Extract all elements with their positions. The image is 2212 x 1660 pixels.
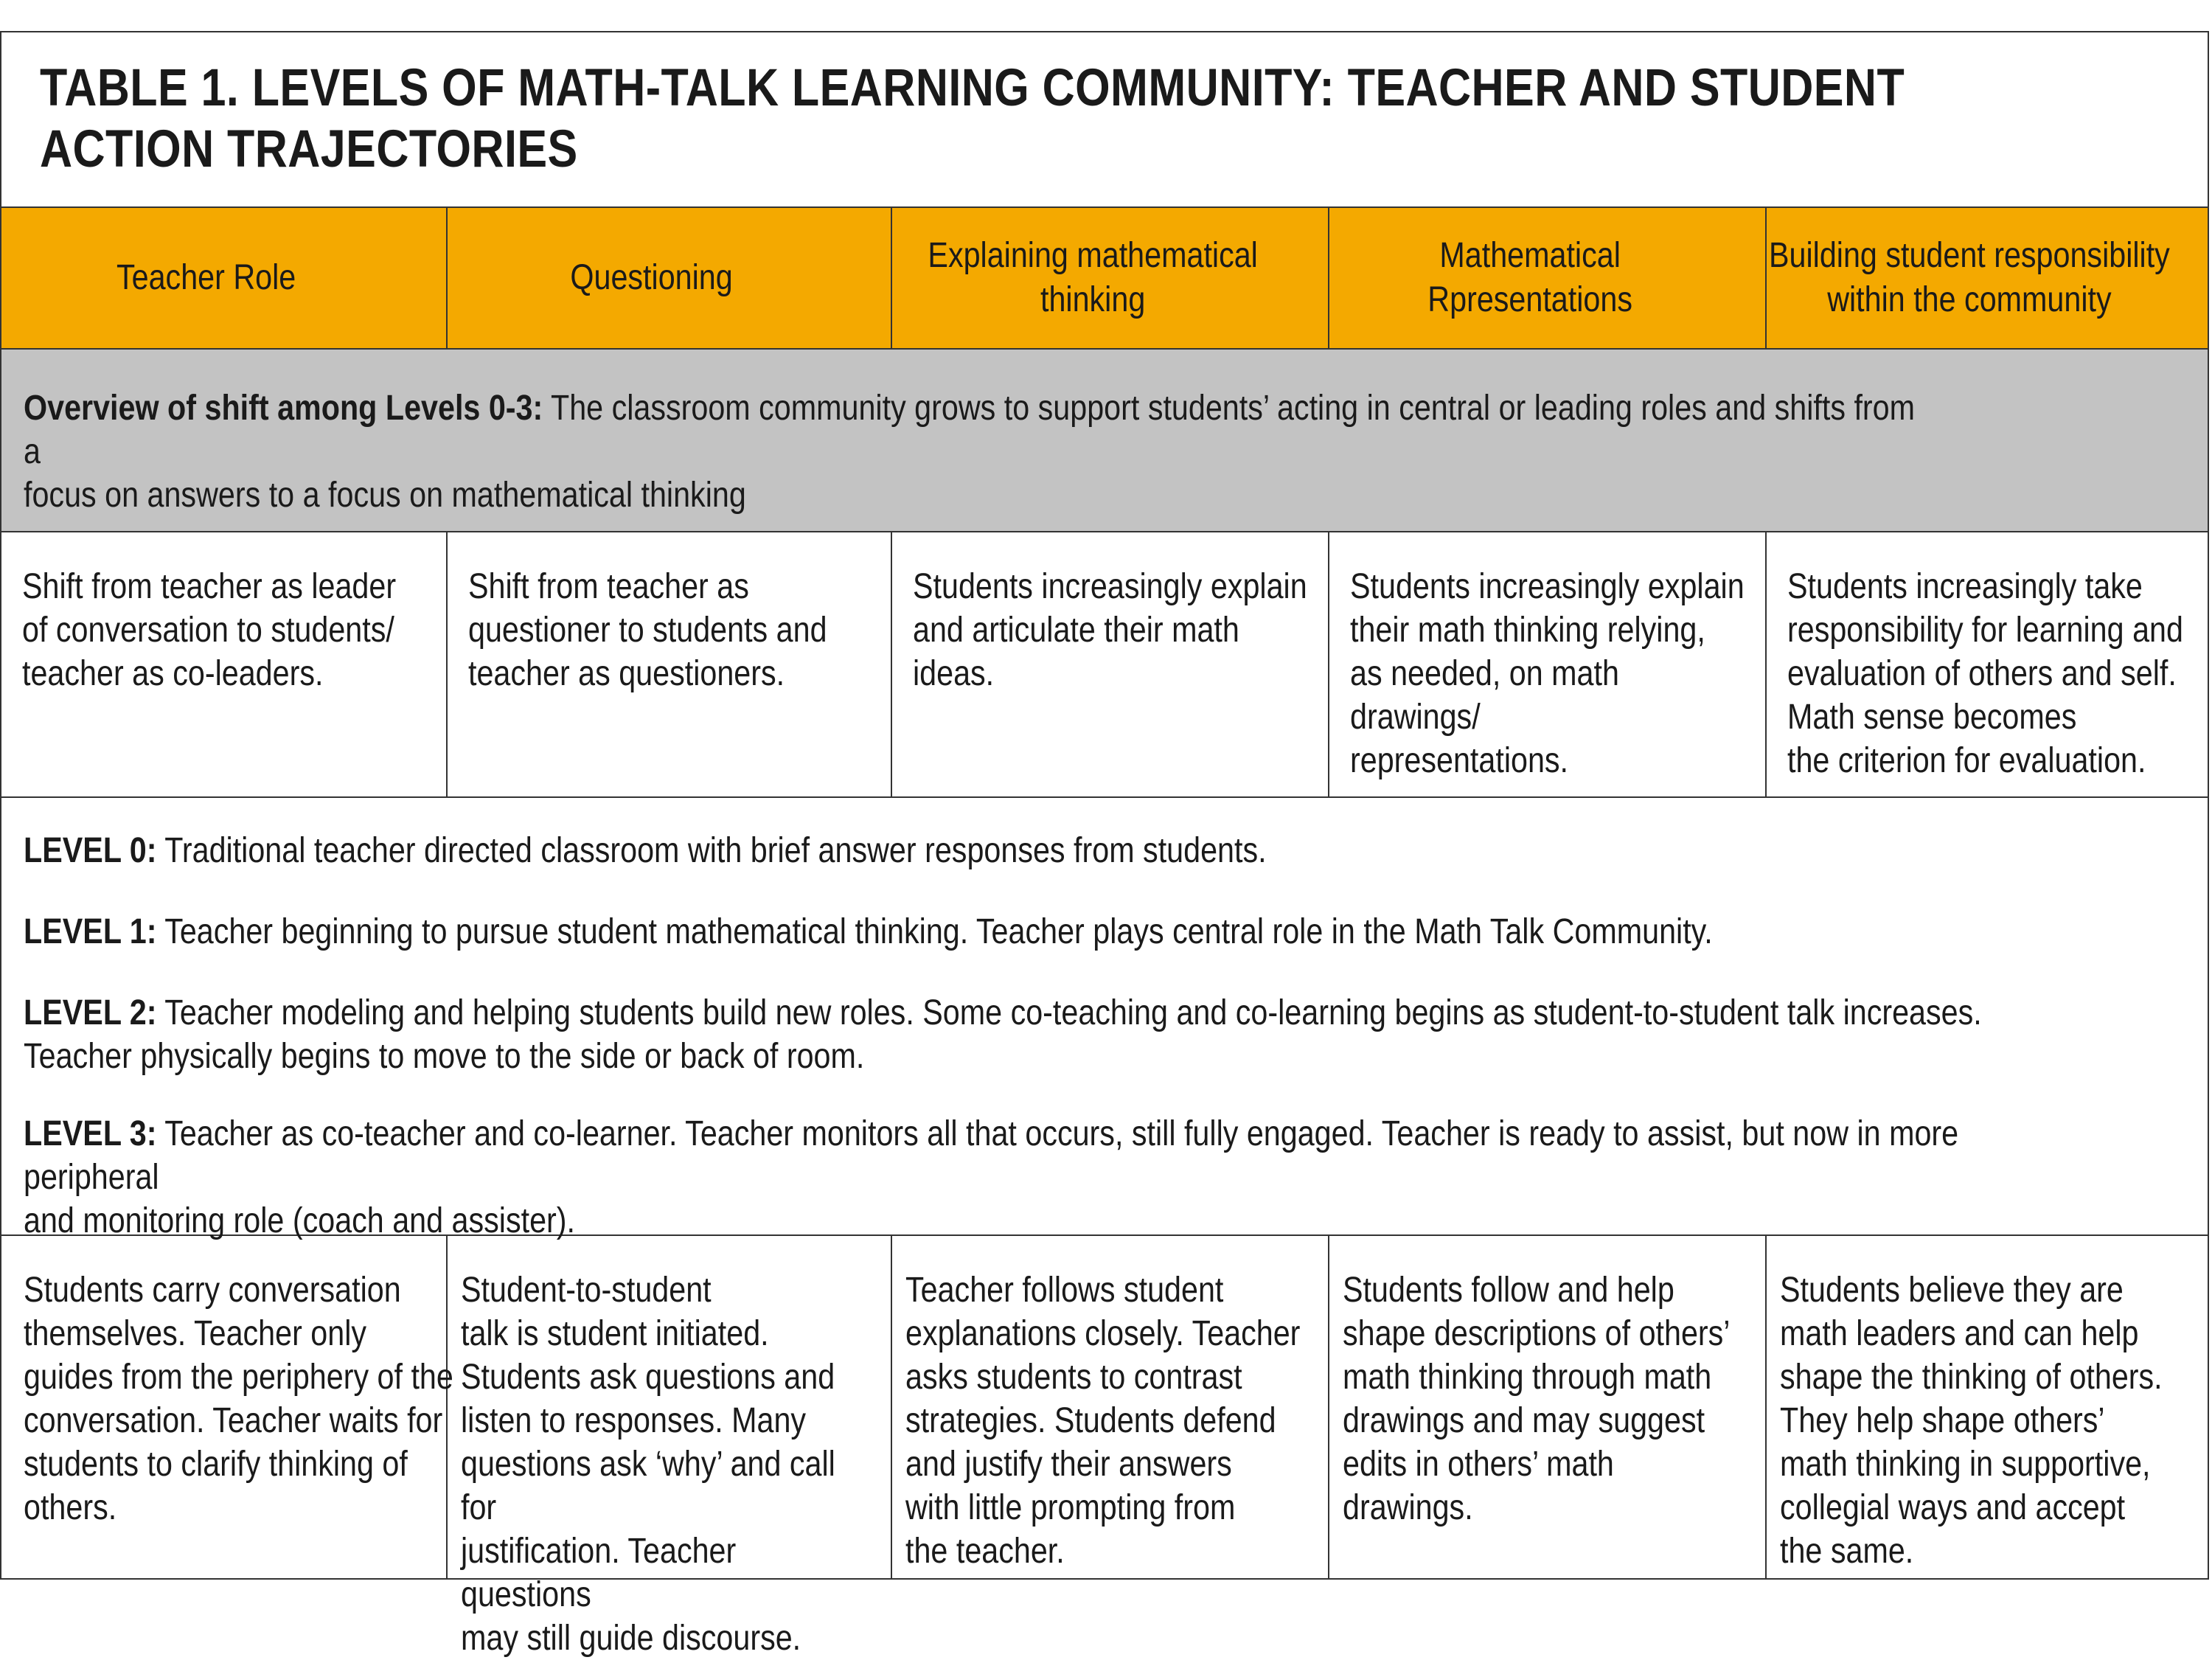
table-cell bbox=[1, 532, 448, 796]
level0-row bbox=[1, 532, 2208, 798]
level-label: LEVEL 1: bbox=[24, 912, 157, 951]
cell-text: Students increasingly explain and articulate their math ideas. bbox=[913, 567, 1307, 694]
header-label: Building student responsibility within the community bbox=[1769, 236, 2171, 319]
title-area bbox=[1, 32, 2208, 208]
overview-body: The classroom community grows to support students’ acting in central or leading roles and shifts from a focus on answers to a focus on mathematical thinking bbox=[24, 389, 1916, 515]
level-description: Traditional teacher directed classroom with brief answer responses from students. bbox=[156, 831, 1267, 870]
table-cell bbox=[448, 1236, 892, 1659]
level-1-text bbox=[24, 910, 1989, 954]
cell-text: Students carry conversation themselves. Teacher only guides from the periphery of the conversation. Teacher waits for students to clarify thinking of others. bbox=[24, 1271, 453, 1528]
level-label: LEVEL 2: bbox=[24, 993, 157, 1032]
overview-text bbox=[24, 386, 1926, 517]
table-cell bbox=[1329, 532, 1767, 796]
table-cell bbox=[1767, 1236, 2208, 1580]
cell-text: Shift from teacher as questioner to students and teacher as questioners. bbox=[468, 567, 827, 694]
level-3-text bbox=[24, 1112, 1989, 1243]
header-row bbox=[1, 208, 2208, 350]
header-label: Questioning bbox=[570, 258, 733, 297]
header-responsibility bbox=[1767, 208, 2208, 348]
cell-text: Teacher follows student explanations closely. Teacher asks students to contrast strategies. Students defend and justify their answers with little prompting from the teacher. bbox=[905, 1271, 1301, 1572]
level-label: LEVEL 0: bbox=[24, 831, 157, 870]
table-title: TABLE 1. LEVELS OF MATH-TALK LEARNING COMMUNITY: TEACHER AND STUDENT ACTION TRAJECTORIES bbox=[40, 59, 1905, 179]
overview-row bbox=[1, 350, 2208, 532]
header-representations bbox=[1329, 208, 1767, 348]
level-label: LEVEL 3: bbox=[24, 1114, 157, 1153]
cell-text: Shift from teacher as leader of conversation to students/ teacher as co-leaders. bbox=[22, 567, 397, 694]
table-cell bbox=[892, 532, 1329, 796]
header-label: Explaining mathematical thinking bbox=[928, 236, 1258, 319]
table-cell bbox=[892, 1236, 1329, 1580]
level-0-text bbox=[24, 829, 1989, 872]
level3-row bbox=[1, 1236, 2208, 1659]
table-frame bbox=[0, 31, 2209, 1659]
table-cell bbox=[1329, 1236, 1767, 1580]
table-cell bbox=[1, 1236, 453, 1580]
header-label: Mathematical Rpresentations bbox=[1427, 236, 1632, 319]
cell-text: Student-to-student talk is student initiated. Students ask questions and listen to responses. Many questions ask ‘why’ and call for justification. Teacher questions may still guide discourse. bbox=[461, 1271, 835, 1659]
table-cell bbox=[448, 532, 892, 796]
header-questioning bbox=[448, 208, 892, 348]
header-explaining bbox=[892, 208, 1329, 348]
cell-text: Students increasingly take responsibility for learning and evaluation of others and self. Math sense becomes the criterion for evaluation. bbox=[1787, 567, 2183, 781]
levels-section bbox=[1, 798, 2208, 1241]
level-description: Teacher beginning to pursue student mathematical thinking. Teacher plays central role in the Math Talk Community. bbox=[156, 912, 1713, 951]
level-description: Teacher modeling and helping students build new roles. Some co-teaching and co-learning begins as student-to-student talk increases. Teacher physically begins to move to the side or back of room. bbox=[24, 993, 1982, 1077]
level-2-text bbox=[24, 991, 1989, 1078]
header-label: Teacher Role bbox=[116, 258, 296, 297]
overview-label: Overview of shift among Levels 0-3: bbox=[24, 389, 543, 428]
header-teacher-role bbox=[1, 208, 448, 348]
cell-text: Students follow and help shape descriptions of others’ math thinking through math drawings and may suggest edits in others’ math drawings. bbox=[1343, 1271, 1731, 1528]
level-description: Teacher as co-teacher and co-learner. Teacher monitors all that occurs, still fully engaged. Teacher is ready to assist, but now in more peripheral and monitoring role (coach and assister). bbox=[24, 1114, 1959, 1241]
cell-text: Students increasingly explain their math thinking relying, as needed, on math drawings/ representations. bbox=[1350, 567, 1745, 781]
table-cell bbox=[1767, 532, 2208, 796]
cell-text: Students believe they are math leaders and can help shape the thinking of others. They help shape others’ math thinking in supportive, collegial ways and accept the same. bbox=[1780, 1271, 2163, 1572]
